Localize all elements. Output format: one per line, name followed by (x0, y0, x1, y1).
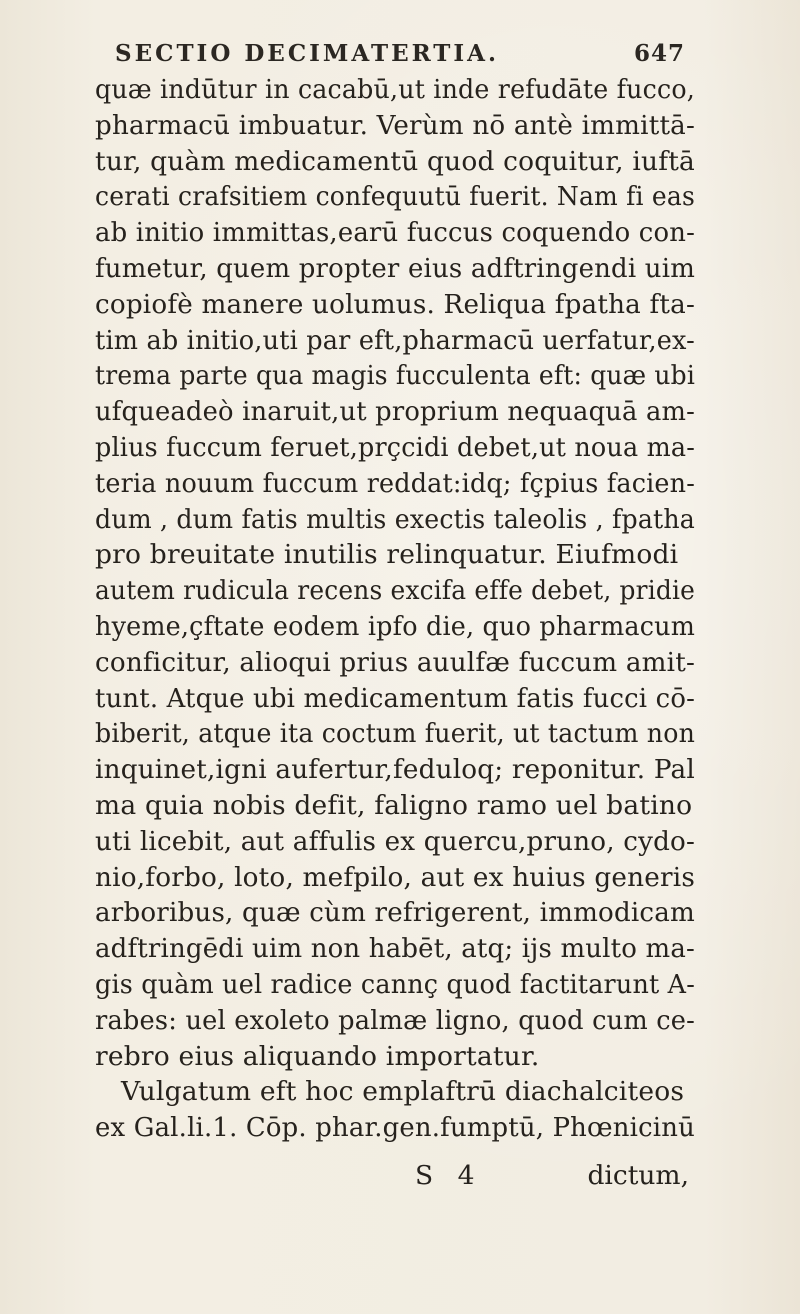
text-line: ma quia nobis defit, faligno ramo uel batino (95, 789, 693, 821)
text-line: autem rudicula recens excifa effe debet, pridie (95, 575, 695, 607)
text-line: adftringēdi uim non habēt, atq; ijs multo ma- (95, 933, 695, 965)
text-line: fumetur, quem propter eius adftringendi uim (95, 252, 695, 284)
text-line: plius fuccum feruet,prçcidi debet,ut noua ma- (95, 431, 695, 463)
text-line: nio,forbo, loto, mefpilo, aut ex huius generis (95, 861, 695, 893)
body-text (95, 72, 695, 1146)
text-line: rabes: uel exoleto palmæ ligno, quod cum ce- (95, 1004, 695, 1036)
text-line: uti licebit, aut affulis ex quercu,pruno, cydo- (95, 825, 695, 857)
text-line: biberit, atque ita coctum fuerit, ut tactum non (95, 718, 695, 750)
text-line: Vulgatum eft hoc emplaftrū diachalciteos (121, 1076, 685, 1108)
text-line: tim ab initio,uti par eft,pharmacū uerfatur,ex- (95, 324, 695, 356)
text-line: tur, quàm medicamentū quod coquitur, iuftā (95, 145, 695, 177)
text-line: pro breuitate inutilis relinquatur. Eiufmodi (95, 539, 679, 571)
text-line: arboribus, quæ cùm refrigerent, immodicam (95, 897, 695, 929)
text-line: pharmacū imbuatur. Verùm nō antè immittā- (95, 109, 695, 141)
text-line: teria nouum fuccum reddat:idq; fçpius facien- (95, 467, 695, 499)
text-line: quæ indūtur in cacabū,ut inde refudāte fucco, (95, 74, 695, 105)
section-title: SECTIO DECIMATERTIA. (115, 40, 500, 67)
text-line: cerati crafsitiem confequutū fuerit. Nam fi eas (95, 181, 695, 213)
page-number: 647 (633, 40, 685, 67)
text-line: rebro eius aliquando importatur. (95, 1040, 540, 1072)
signature-mark: S 4 (415, 1160, 483, 1191)
text-line: ufqueadeò inaruit,ut proprium nequaquā am- (95, 396, 695, 428)
text-line: ab initio immittas,earū fuccus coquendo con- (95, 217, 695, 249)
text-line: gis quàm uel radice cannç quod factitarunt A- (95, 968, 695, 1000)
text-line: ex Gal.li.1. Cōp. phar.gen.fumptū, Phœnicinū (95, 1112, 695, 1144)
text-line: dum , dum fatis multis exectis taleolis , fpatha (95, 503, 695, 535)
text-line: trema parte qua magis fucculenta eft: quæ ubi (95, 360, 695, 392)
text-line: tunt. Atque ubi medicamentum fatis fucci cō- (95, 682, 695, 714)
text-line: inquinet,igni aufertur,feduloq; reponitur. Pal (95, 754, 695, 786)
catchword: dictum, (587, 1160, 689, 1191)
text-line: hyeme,çftate eodem ipfo die, quo pharmacum (95, 610, 695, 642)
text-line: copiofè manere uolumus. Reliqua fpatha fta- (95, 288, 695, 320)
signature-line (95, 1158, 695, 1198)
text-line: conficitur, alioqui prius auulfæ fuccum amit- (95, 646, 695, 678)
